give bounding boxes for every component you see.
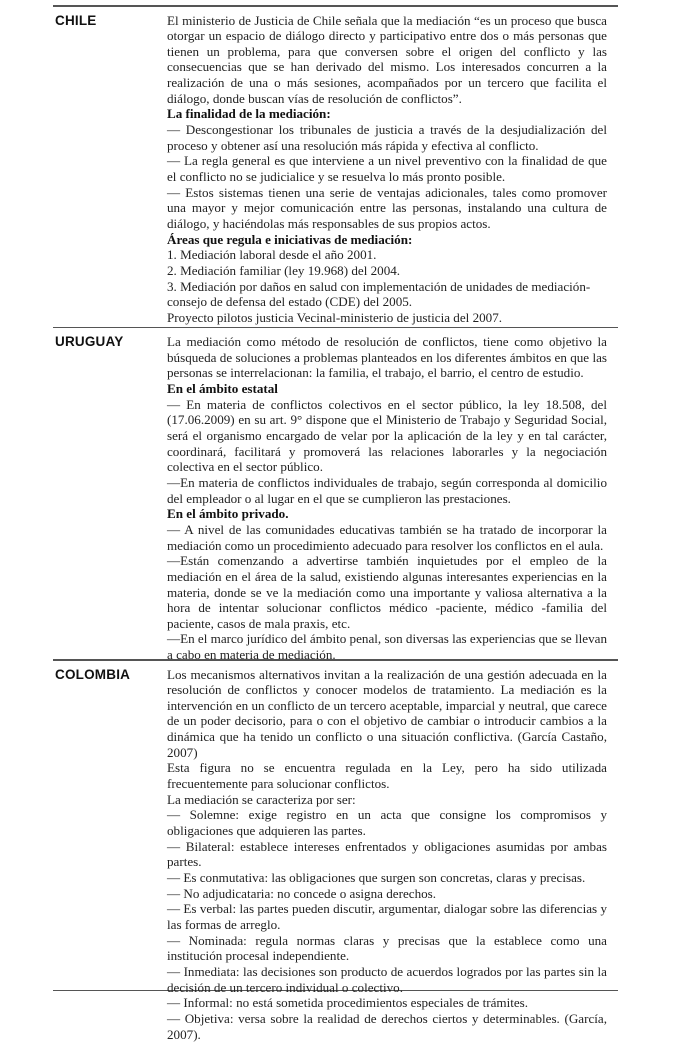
country-label: COLOMBIA [55,666,131,682]
section-heading: La finalidad de la mediación: [167,106,331,122]
paragraph: — Es verbal: las partes pueden discutir, argumentar, dialogar sobre las diferencias y las formas de arreglo. [167,901,607,932]
paragraph: — Bilateral: establece intereses enfrentados y obligaciones asumidas por ambas partes. [167,838,607,870]
country-label: CHILE [55,12,97,28]
paragraph: — Nominada: regula normas claras y precisas que la establece como una institución procesal independiente. [167,932,607,964]
paragraph: Esta figura no se encuentra regulada en la Ley, pero ha sido utilizada frecuentemente para solucionar conflictos. [167,760,607,792]
paragraph: 3. Mediación por daños en salud con implementación de unidades de mediación-consejo de defensa del estado (CDE) del 2005. [167,278,591,310]
section-heading: En el ámbito privado. [167,506,289,522]
paragraph: — Solemne: exige registro en un acta que consigne los compromisos y obligaciones que adquieren las partes. [167,807,607,839]
country-label: URUGUAY [55,334,124,349]
section-heading: En el ámbito estatal [167,380,278,396]
paragraph: La mediación como método de resolución de conflictos, tiene como objetivo la búsqueda de soluciones a problemas planteados en los diferentes ámbitos en que las personas se interrelacionan: la familia, el trabajo, el barrio, el centro de estudio. [167,334,607,381]
paragraph: Los mecanismos alternativos invitan a la realización de una gestión adecuada en la resolución de conflictos y conocer modelos de tratamiento. La mediación es la intervención en un conflicto de un tercero aceptable, imparcial y neutral, que carece de un poder decisorio, para o con el objetivo de cambiar o introducir cambios a la dinámica que ha tenido un conflicto o una situación conflictiva. (García Castaño, 2007) [167,666,607,760]
paragraph: — Es conmutativa: las obligaciones que surgen son concretas, claras y precisas. [167,870,586,886]
paragraph: — Inmediata: las decisiones son producto de acuerdos logrados por las partes sin la decisión de un tercero individual o colectivo. [167,963,607,995]
paragraph: 2. Mediación familiar (ley 19.968) del 2004. [167,263,401,278]
paragraph: — A nivel de las comunidades educativas también se ha tratado de incorporar la mediación como un procedimiento adecuado para resolver los conflictos en el aula. [167,521,607,553]
paragraph: — En materia de conflictos colectivos en el sector público, la ley 18.508, del (17.06.2009) en su art. 9° dispone que el Ministerio de Trabajo y Seguridad Social, será el organismo encargado de velar por la aplicación de la ley y en tal carácter, coordinará, facilitará y promoverá las relaciones laborarles y la negociación colectiva en el sector público. [167,396,607,475]
paragraph: —En materia de conflictos individuales de trabajo, según corresponda al domicilio del empleador o al lugar en el que se cumplieron las prestaciones. [167,474,607,506]
paragraph: El ministerio de Justicia de Chile señala que la mediación “es un proceso que busca otorgar un espacio de diálogo directo y participativo entre dos o más personas que tienen un problema, para que conversen sobre el origen del conflicto y las consecuencias que se han derivado del mismo. Los interesados concurren a la realización de una o más sesiones, acompañados por un tercero que facilita el diálogo, donde buscan vías de resolución de conflictos”. [167,12,607,106]
paragraph: — La regla general es que interviene a un nivel preventivo con la finalidad de que el conflicto no se judicialice y se resuelva lo más pronto posible. [167,153,607,185]
mediation-comparison-table [53,5,618,1042]
paragraph: 1. Mediación laboral desde el año 2001. [167,247,377,263]
paragraph: — Estos sistemas tienen una serie de ventajas adicionales, tales como promover una mayor y mejor comunicación entre las personas, instalando una cultura de diálogo, y haciéndolas más responsables de sus propios actos. [167,184,607,232]
country-content [167,7,607,327]
paragraph: La mediación se caracteriza por ser: [167,791,356,807]
paragraph: Proyecto pilotos justicia Vecinal-ministerio de justicia del 2007. [167,309,503,325]
paragraph: — No adjudicataria: no concede o asigna derechos. [167,885,437,901]
country-content [167,328,607,663]
paragraph: —Están comenzando a advertirse también inquietudes por el empleo de la mediación en el área de la salud, existiendo algunas interesantes experiencias en la materia, donde se ve la mediación como una importante y valiosa alternativa a la hora de intentar solucionar conflictos médico -paciente, médico -familia del paciente, casos de mala praxis, etc. [167,553,607,631]
paragraph: — Descongestionar los tribunales de justicia a través de la desjudialización del proceso y obtener así una resolución más rápida y efectiva al conflicto. [167,122,607,153]
section-heading: Áreas que regula e iniciativas de mediación: [167,231,413,247]
row-colombia [53,661,618,1042]
country-content [167,661,607,1042]
paragraph: —En el marco jurídico del ámbito penal, son diversas las experiencias que se llevan a cabo en materia de mediación. [167,631,607,663]
row-chile [53,7,618,327]
paragraph: — Informal: no está sometida procedimientos especiales de trámites. [167,995,529,1011]
row-uruguay [53,328,618,663]
paragraph: — Objetiva: versa sobre la realidad de derechos ciertos y determinables. (García, 2007). [167,1010,607,1042]
